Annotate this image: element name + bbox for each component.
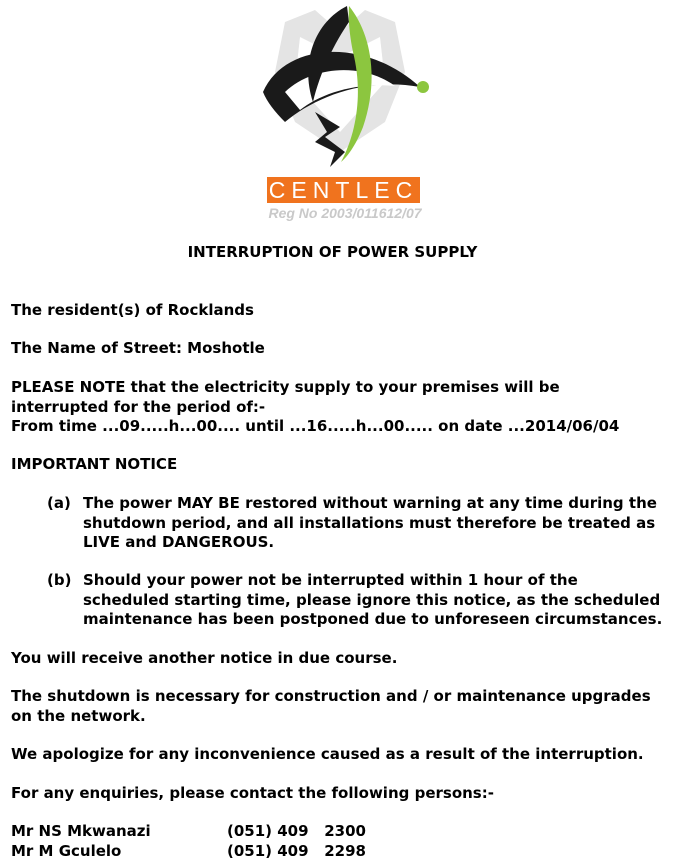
interruption-time-line: From time ...09.....h...00.... until ...16.....h...00..... on date ...2014/06/04	[11, 417, 620, 435]
another-notice-line: You will receive another notice in due course.	[11, 649, 398, 667]
notice-title: INTERRUPTION OF POWER SUPPLY	[187, 243, 478, 261]
residents-line: The resident(s) of Rocklands	[11, 301, 254, 319]
centlec-emblem-icon	[245, 2, 435, 174]
please-note-paragraph: PLEASE NOTE that the electricity supply to your premises will be interrupted for the period of:-	[11, 378, 560, 416]
contact-name: Mr M Gculelo	[11, 842, 122, 860]
brand-letter: L	[355, 176, 375, 203]
contact-phone: (051) 409 2298	[227, 842, 366, 860]
apology-line: We apologize for any inconvenience caused as a result of the interruption.	[11, 745, 644, 763]
brand-letter: C	[395, 176, 419, 203]
enquiries-line: For any enquiries, please contact the following persons:-	[11, 784, 494, 802]
centlec-logo	[0, 0, 676, 230]
important-notice-heading: IMPORTANT NOTICE	[11, 455, 178, 473]
registration-number: Reg No 2003/011612/07	[268, 205, 422, 221]
contact-phone: (051) 409 2300	[227, 822, 366, 840]
shutdown-reason-paragraph: The shutdown is necessary for construction and / or maintenance upgrades on the network.	[11, 687, 651, 725]
item-text: Should your power not be interrupted within 1 hour of the scheduled starting time, please ignore this notice, as the scheduled maintenance has been postponed due to unforeseen circumstances.	[83, 571, 663, 628]
brand-letter: N	[312, 176, 336, 203]
item-label: (b)	[47, 571, 72, 589]
street-line: The Name of Street: Moshotle	[11, 339, 265, 357]
centlec-wordmark	[267, 177, 420, 203]
item-label: (a)	[47, 494, 71, 512]
brand-letter: T	[335, 176, 356, 203]
brand-letter: C	[268, 176, 292, 203]
contact-name: Mr NS Mkwanazi	[11, 822, 151, 840]
brand-letter: E	[374, 176, 396, 203]
brand-letter: E	[291, 176, 313, 203]
item-text: The power MAY BE restored without warning at any time during the shutdown period, and all installations must therefore be treated as LIVE and DANGEROUS.	[83, 494, 657, 551]
